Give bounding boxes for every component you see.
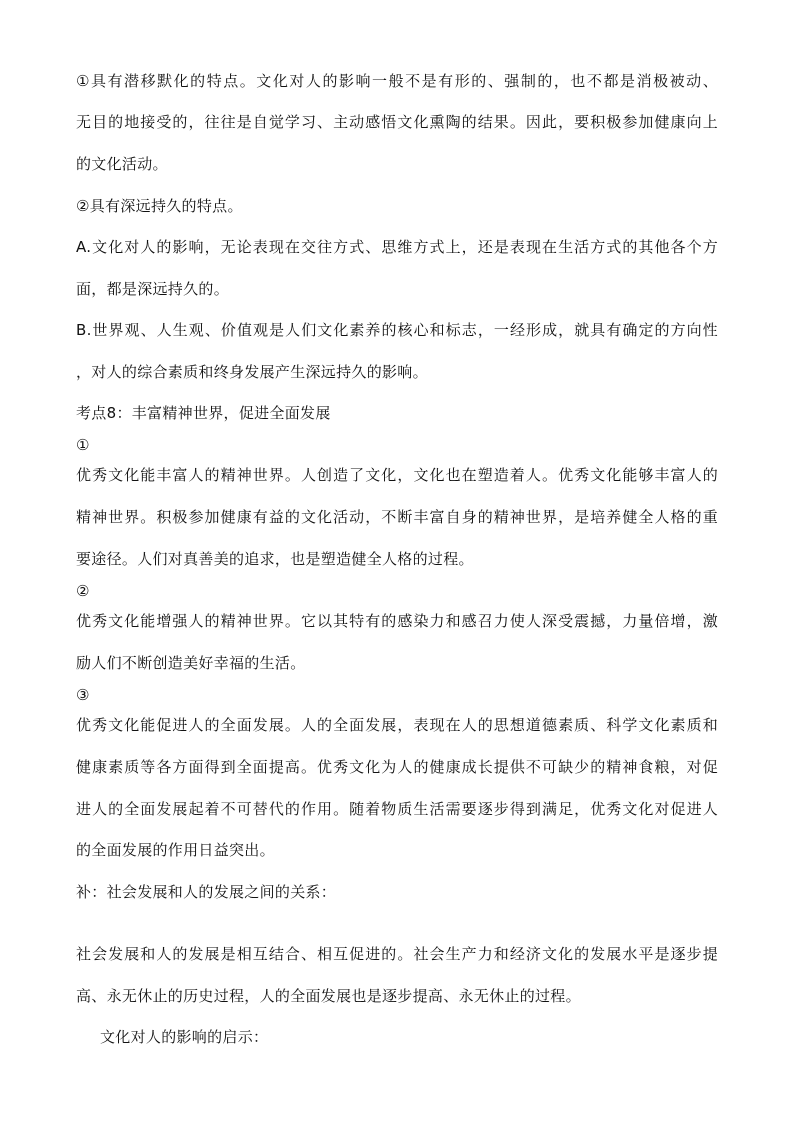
paragraph-line: 精神世界。积极参加健康有益的文化活动，不断丰富自身的精神世界，是培养健全人格的重 [76,508,718,526]
paragraph-line: 优秀文化能增强人的精神世界。它以其特有的感染力和感召力使人深受震撼，力量倍增，激 [76,612,718,630]
paragraph-line: 优秀文化能促进人的全面发展。人的全面发展，表现在人的思想道德素质、科学文化素质和 [76,716,718,734]
paragraph-line: 高、永无休止的历史过程，人的全面发展也是逐步提高、永无休止的过程。 [76,987,581,1005]
paragraph-line: 优秀文化能丰富人的精神世界。人创造了文化，文化也在塑造着人。优秀文化能够丰富人的 [76,466,718,484]
paragraph-line: 的文化活动。 [76,155,168,173]
paragraph-line: ，对人的综合素质和终身发展产生深远持久的影响。 [76,363,428,381]
paragraph-line: 励人们不断创造美好幸福的生活。 [76,654,306,672]
item-number: ② [76,582,90,600]
supplement-heading: 补：社会发展和人的发展之间的关系： [76,883,337,901]
paragraph-line: 健康素质等各方面得到全面提高。优秀文化为人的健康成长提供不可缺少的精神食粮，对促 [76,758,718,776]
item-number: ③ [76,686,90,704]
paragraph-line: 进人的全面发展起着不可替代的作用。随着物质生活需要逐步得到满足，优秀文化对促进人 [76,800,718,818]
section-heading: 考点8：丰富精神世界，促进全面发展 [76,404,331,422]
paragraph-line: ①具有潜移默化的特点。文化对人的影响一般不是有形的、强制的，也不都是消极被动、 [76,72,718,90]
paragraph-line: 的全面发展的作用日益突出。 [76,841,275,859]
item-number: ① [76,436,90,454]
paragraph-line: ②具有深远持久的特点。 [76,197,243,215]
paragraph-line: A.文化对人的影响，无论表现在交往方式、思维方式上，还是表现在生活方式的其他各个方 [76,238,718,256]
paragraph-line: B.世界观、人生观、价值观是人们文化素养的核心和标志，一经形成，就具有确定的方向性 [76,321,718,339]
paragraph-line: 要途径。人们对真善美的追求，也是塑造健全人格的过程。 [76,550,474,568]
paragraph-line: 无目的地接受的，往往是自觉学习、主动感悟文化熏陶的结果。因此，要积极参加健康向上 [76,113,718,131]
paragraph-line: 面，都是深远持久的。 [76,280,230,298]
subheading: 文化对人的影响的启示： [100,1028,269,1046]
paragraph-line: 社会发展和人的发展是相互结合、相互促进的。社会生产力和经济文化的发展水平是逐步提 [76,945,718,963]
